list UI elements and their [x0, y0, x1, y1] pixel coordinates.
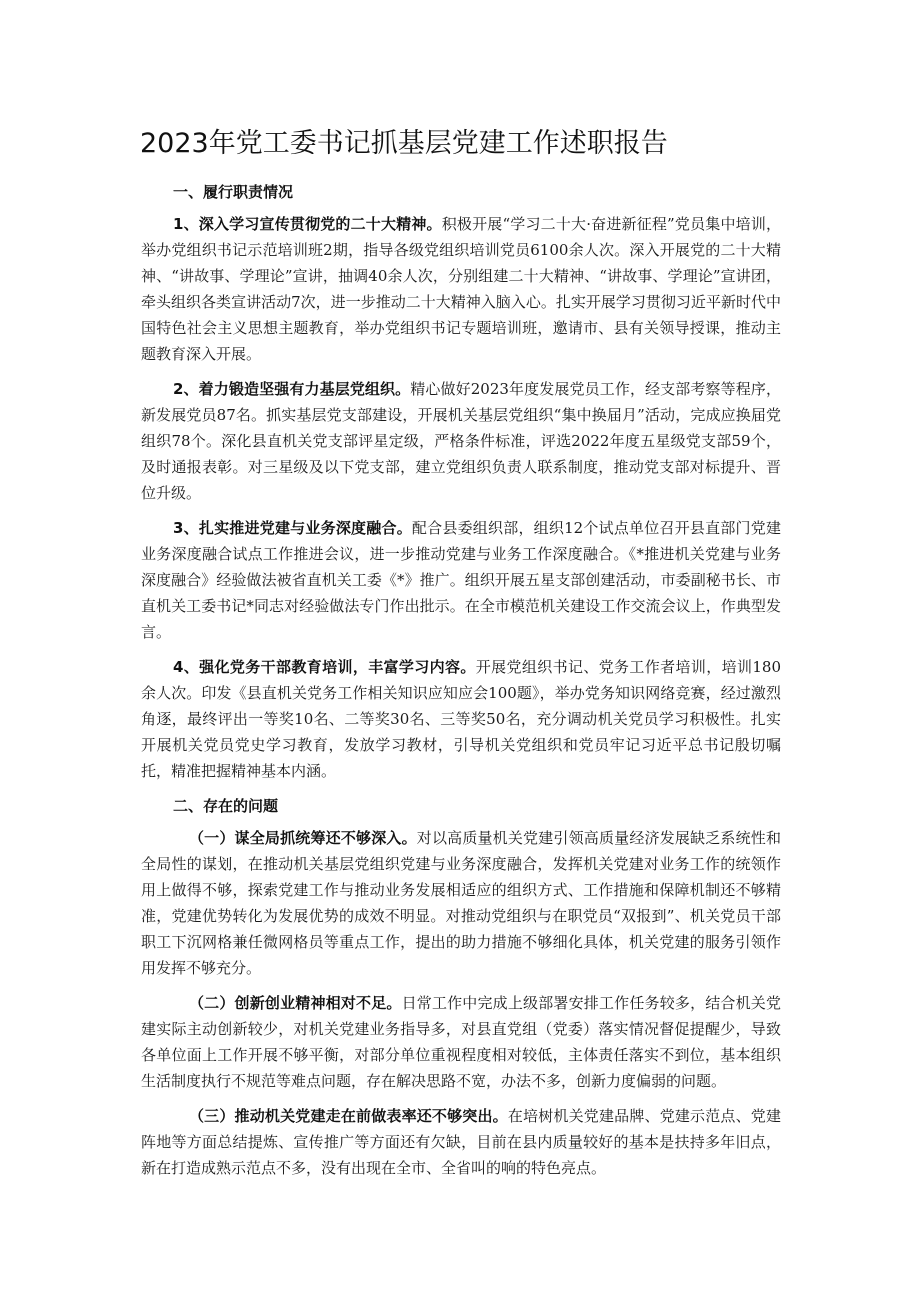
- problem-paragraph-3: [141, 1103, 781, 1181]
- problem-paragraph-1: [141, 825, 781, 981]
- problem-lead-1: （一）谋全局抓统筹还不够深入。: [189, 829, 417, 847]
- problem-text-1: 对以高质量机关党建引领高质量经济发展缺乏系统性和全局性的谋划，在推动机关基层党组织党建与业务深度融合，发挥机关党建对业务工作的统领作用上做得不够，探索党建工作与推动业务发展相适应的组织方式、工作措施和保障机制还不够精准，党建优势转化为发展优势的成效不明显。对推动党组织与在职党员“双报到”、机关党员干部职工下沉网格兼任微网格员等重点工作，提出的助力措施不够细化具体，机关党建的服务引领作用发挥不够充分。: [141, 829, 781, 977]
- section-heading-problems: 二、存在的问题: [173, 797, 279, 815]
- duty-text-1: 积极开展“学习二十大·奋进新征程”党员集中培训，举办党组织书记示范培训班2期，指导各级党组织培训党员6100余人次。深入开展党的二十大精神、“讲故事、学理论”宣讲，抽调40余人次，分别组建二十大精神、“讲故事、学理论”宣讲团，牵头组织各类宣讲活动7次，进一步推动二十大精神入脑入心。扎实开展学习贯彻习近平新时代中国特色社会主义思想主题教育，举办党组织书记专题培训班，邀请市、县有关领导授课，推动主题教育深入开展。: [141, 215, 781, 363]
- problem-lead-3: （三）推动机关党建走在前做表率还不够突出。: [189, 1107, 508, 1125]
- duty-paragraph-4: [141, 654, 781, 784]
- duty-lead-3: 3、扎实推进党建与业务深度融合。: [173, 519, 412, 537]
- duty-lead-2: 2、着力锻造坚强有力基层党组织。: [173, 380, 411, 398]
- problem-lead-2: （二）创新创业精神相对不足。: [189, 994, 402, 1012]
- duty-paragraph-1: [141, 211, 781, 367]
- problem-paragraph-2: [141, 990, 781, 1094]
- duty-paragraph-3: [141, 515, 781, 645]
- duty-text-3: 配合县委组织部，组织12个试点单位召开县直部门党建业务深度融合试点工作推进会议，进一步推动党建与业务工作深度融合。《*推进机关党建与业务深度融合》经验做法被省直机关工委《*》推广。组织开展五星支部创建活动，市委副秘书长、市直机关工委书记*同志对经验做法专门作出批示。在全市模范机关建设工作交流会议上，作典型发言。: [141, 519, 781, 641]
- problem-text-2: 日常工作中完成上级部署安排工作任务较多，结合机关党建实际主动创新较少，对机关党建业务指导多，对县直党组（党委）落实情况督促提醒少，导致各单位面上工作开展不够平衡，对部分单位重视程度相对较低，主体责任落实不到位，基本组织生活制度执行不规范等难点问题，存在解决思路不宽，办法不多，创新力度偏弱的问题。: [141, 994, 781, 1090]
- duty-text-2: 精心做好2023年度发展党员工作，经支部考察等程序，新发展党员87名。抓实基层党支部建设，开展机关基层党组织“集中换届月”活动，完成应换届党组织78个。深化县直机关党支部评星定级，严格条件标准，评选2022年度五星级党支部59个，及时通报表彰。对三星级及以下党支部，建立党组织负责人联系制度，推动党支部对标提升、晋位升级。: [141, 380, 781, 502]
- duty-lead-4: 4、强化党务干部教育培训，丰富学习内容。: [173, 658, 476, 676]
- document-body: [141, 179, 781, 1190]
- duty-paragraph-2: [141, 376, 781, 506]
- section-heading-duties: 一、履行职责情况: [173, 183, 294, 201]
- document-title: 2023年党工委书记抓基层党建工作述职报告: [140, 128, 668, 159]
- duty-text-4: 开展党组织书记、党务工作者培训，培训180余人次。印发《县直机关党务工作相关知识应知应会100题》，举办党务知识网络竞赛，经过激烈角逐，最终评出一等奖10名、二等奖30名、三等奖50名，充分调动机关党员学习积极性。扎实开展机关党员党史学习教育，发放学习教材，引导机关党组织和党员牢记习近平总书记殷切嘱托，精准把握精神基本内涵。: [141, 658, 781, 780]
- problem-text-3: 在培树机关党建品牌、党建示范点、党建阵地等方面总结提炼、宣传推广等方面还有欠缺，目前在县内质量较好的基本是扶持多年旧点，新在打造成熟示范点不多，没有出现在全市、全省叫的响的特色亮点。: [141, 1107, 781, 1177]
- duty-lead-1: 1、深入学习宣传贯彻党的二十大精神。: [173, 215, 442, 233]
